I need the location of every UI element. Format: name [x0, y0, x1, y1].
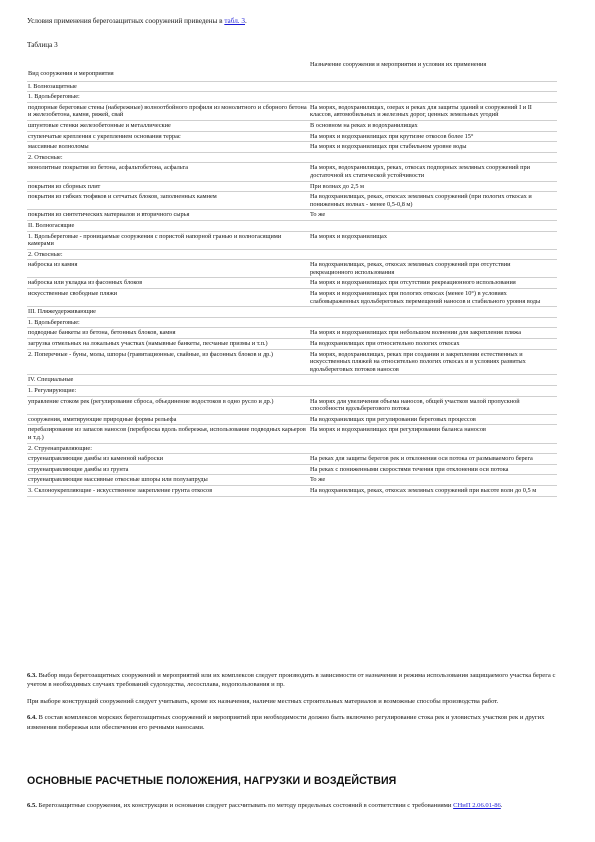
- table-section-row: [27, 220, 557, 231]
- table-row: [27, 396, 557, 414]
- table-section-row: [27, 375, 557, 386]
- measure-purpose-cell: В основном на реках и водохранилищах: [309, 120, 557, 131]
- measure-type-cell: ступенчатые крепления с укреплением основания террас: [27, 131, 309, 142]
- table-row: [27, 414, 557, 425]
- table-section-row: [27, 92, 557, 103]
- measure-type-cell: покрытия из синтетических материалов и вторичного сырья: [27, 210, 309, 221]
- table-section-row: [27, 317, 557, 328]
- measure-type-cell: струенаправляющие дамбы из каменной наброски: [27, 454, 309, 465]
- body-paragraphs: [27, 671, 567, 739]
- paragraph-text: Выбор вида берегозащитных сооружений и мероприятий или их комплексов следует производить в зависимости от назначения и режима использования защищаемого участка берега с учетом в необходимых случаях требований судоходства, лесосплава, водопользования и пр.: [27, 672, 556, 689]
- measure-type-cell: наброска из камня: [27, 260, 309, 278]
- table-section-row: [27, 249, 557, 260]
- table-row: [27, 464, 557, 475]
- intro-paragraph: [27, 17, 247, 26]
- measure-type-cell: покрытия из гибких тюфяков и сетчатых блоков, заполненных камнем: [27, 192, 309, 210]
- snip-link[interactable]: СНиП 2.06.01-86: [453, 802, 501, 809]
- paragraph-number: 6.3.: [27, 672, 37, 679]
- header-cell-purpose: Назначение сооружения и мероприятия и условия их применения: [309, 60, 557, 81]
- section-label: 2. Откосные:: [27, 249, 557, 260]
- table-row: [27, 142, 557, 153]
- paragraph-text: Берегозащитные сооружения, их конструкции и основания следует рассчитывать по методу предельных состояний в соответствии с требованиями: [36, 802, 454, 809]
- measure-purpose-cell: На морях и водохранилищах при стабильном уровне воды: [309, 142, 557, 153]
- measure-purpose-cell: На морях и водохранилищах при пологих откосах (менее 10°) в условиях слабовыраженных вдольбереговых перемещений наносов и стабильного уровня воды: [309, 289, 557, 307]
- measure-type-cell: управление стоком рек (регулирование сброса, объединение водостоков в одно русло и др.): [27, 396, 309, 414]
- section-label: II. Волногасящие: [27, 220, 557, 231]
- measure-purpose-cell: На морях и водохранилищах при небольшом волнении для закрепления пляжа: [309, 328, 557, 339]
- intro-text: Условия применения берегозащитных сооружений приведены в: [27, 17, 225, 25]
- measure-type-cell: шпунтовые стенки железобетонные и металлические: [27, 120, 309, 131]
- measure-purpose-cell: На водохранилищах, реках, откосах земляных сооружений при высоте волн до 0,5 м: [309, 485, 557, 496]
- measure-type-cell: 3. Склоноукрепляющие - искусственное закрепление грунта откосов: [27, 485, 309, 496]
- table-row: [27, 120, 557, 131]
- section-heading: ОСНОВНЫЕ РАСЧЕТНЫЕ ПОЛОЖЕНИЯ, НАГРУЗКИ И ВОЗДЕЙСТВИЯ: [27, 775, 397, 787]
- measure-type-cell: подпорные береговые стены (набережные) волноотбойного профиля из монолитного и сборного бетона и железобетона, камня, ряжей, свай: [27, 102, 309, 120]
- measure-type-cell: искусственные свободные пляжи: [27, 289, 309, 307]
- measure-purpose-cell: На морях, водохранилищах, озерах и реках для защиты зданий и сооружений I и II классов, автомобильных и железных дорог, ценных земельных угодий: [309, 102, 557, 120]
- measure-type-cell: покрытия из сборных плит: [27, 181, 309, 192]
- paragraph-after: .: [500, 802, 503, 809]
- table-section-row: [27, 307, 557, 318]
- table-row: [27, 210, 557, 221]
- measure-purpose-cell: При волнах до 2,5 м: [309, 181, 557, 192]
- table-row: [27, 289, 557, 307]
- table-row: [27, 425, 557, 443]
- measure-purpose-cell: На водохранилищах при относительно пологих откосах: [309, 339, 557, 350]
- measure-type-cell: монолитные покрытия из бетона, асфальтобетона, асфальта: [27, 163, 309, 181]
- measure-purpose-cell: На реках для защиты берегов рек и отклонения оси потока от размываемого берега: [309, 454, 557, 465]
- table-row: [27, 260, 557, 278]
- section-label: 2. Откосные:: [27, 152, 557, 163]
- table-row: [27, 231, 557, 249]
- measure-type-cell: 1. Вдольбереговые - проницаемые сооружения с пористой напорной гранью и волногасящими камерами: [27, 231, 309, 249]
- paragraph-6-3: [27, 671, 567, 690]
- table-row: [27, 475, 557, 486]
- measure-purpose-cell: На водохранилищах при регулировании береговых процессов: [309, 414, 557, 425]
- measure-purpose-cell: На морях и водохранилищах при крутизне откосов более 15°: [309, 131, 557, 142]
- table-section-row: [27, 386, 557, 397]
- table-section-row: [27, 81, 557, 92]
- intro-after: .: [245, 17, 247, 25]
- table-row: [27, 485, 557, 496]
- measure-purpose-cell: На реках с пониженными скоростями течения при отклонении оси потока: [309, 464, 557, 475]
- table-header-row: [27, 60, 557, 81]
- section-label: 1. Вдольбереговые:: [27, 317, 557, 328]
- paragraph-text: При выборе конструкций сооружений следует учитывать, кроме их назначения, наличие местных строительных материалов и возможные способы производства работ.: [27, 697, 499, 705]
- table-row: [27, 192, 557, 210]
- measure-purpose-cell: То же: [309, 475, 557, 486]
- measure-type-cell: 2. Поперечные - буны, молы, шпоры (гравитационные, свайные, из фасонных блоков и др.): [27, 349, 309, 375]
- table-section-row: [27, 152, 557, 163]
- measure-type-cell: струенаправляющие дамбы из грунта: [27, 464, 309, 475]
- table-row: [27, 102, 557, 120]
- paragraph-text: В состав комплексов морских берегозащитных сооружений и мероприятий при необходимости должно быть включено регулирование стока рек и уловистых участков рек и других изменения побережья или обеспечения его речными наносами.: [27, 714, 545, 731]
- measure-purpose-cell: На морях, водохранилищах, реках при создании и закреплении естественных и искусственных пляжей на относительно пологих откосах и в условиях развитых вдольбереговых потоков наносов: [309, 349, 557, 375]
- measure-purpose-cell: На морях для увеличения объема наносов, общей участков малой пропускной способности вдольберегового потока: [309, 396, 557, 414]
- section-label: I. Волнозащитные: [27, 81, 557, 92]
- measure-purpose-cell: То же: [309, 210, 557, 221]
- measure-type-cell: наброска или укладка из фасонных блоков: [27, 278, 309, 289]
- table-caption: Таблица 3: [27, 41, 58, 49]
- table-row: [27, 339, 557, 350]
- table-row: [27, 181, 557, 192]
- table-row: [27, 349, 557, 375]
- measure-purpose-cell: На морях и водохранилищах при отсутствии рекреационного использования: [309, 278, 557, 289]
- measure-type-cell: массивные волноломы: [27, 142, 309, 153]
- measure-type-cell: сооружения, имитирующие природные формы рельефа: [27, 414, 309, 425]
- measure-type-cell: загрузка отмельных на локальных участках (намывные банкеты, песчаные призмы и т.п.): [27, 339, 309, 350]
- measure-purpose-cell: На водохранилищах, реках, откосах земляных сооружений при отсутствии рекреационного использования: [309, 260, 557, 278]
- measures-table: [27, 60, 557, 497]
- measure-purpose-cell: На морях и водохранилищах: [309, 231, 557, 249]
- table-3-link[interactable]: табл. 3: [224, 17, 245, 25]
- header-cell-type: Вид сооружения и мероприятия: [27, 60, 309, 81]
- measure-purpose-cell: На морях, водохранилищах, реках, откосах подпорных земляных сооружений при достаточной их статической устойчивости: [309, 163, 557, 181]
- measure-type-cell: перебазирование из запасов наносов (переброска вдоль побережья, использование подводных карьеров и т.д.): [27, 425, 309, 443]
- paragraph-construction-choice: [27, 697, 567, 706]
- table-row: [27, 454, 557, 465]
- paragraph-6-4: [27, 713, 567, 732]
- table-row: [27, 278, 557, 289]
- paragraph-number: 6.4.: [27, 714, 37, 722]
- section-label: 1. Регулирующие:: [27, 386, 557, 397]
- section-label: 1. Вдольбереговые:: [27, 92, 557, 103]
- measure-purpose-cell: На морях и водохранилищах при регулировании баланса наносов: [309, 425, 557, 443]
- table-row: [27, 131, 557, 142]
- table-row: [27, 328, 557, 339]
- section-label: IV. Специальные: [27, 375, 557, 386]
- section-label: 2. Струенаправляющие:: [27, 443, 557, 454]
- paragraph-number: 6.5.: [27, 802, 37, 809]
- measure-type-cell: струенаправляющие массивные откосные шпоры или полузапруды: [27, 475, 309, 486]
- measure-purpose-cell: На водохранилищах, реках, откосах земляных сооружений (при пологих откосах и пониженных волнах - менее 0,5-0,8 м): [309, 192, 557, 210]
- measure-type-cell: подводные банкеты из бетона, бетонных блоков, камня: [27, 328, 309, 339]
- table-section-row: [27, 443, 557, 454]
- table-row: [27, 163, 557, 181]
- paragraph-6-5: [27, 801, 567, 810]
- section-label: III. Пляжеудерживающие: [27, 307, 557, 318]
